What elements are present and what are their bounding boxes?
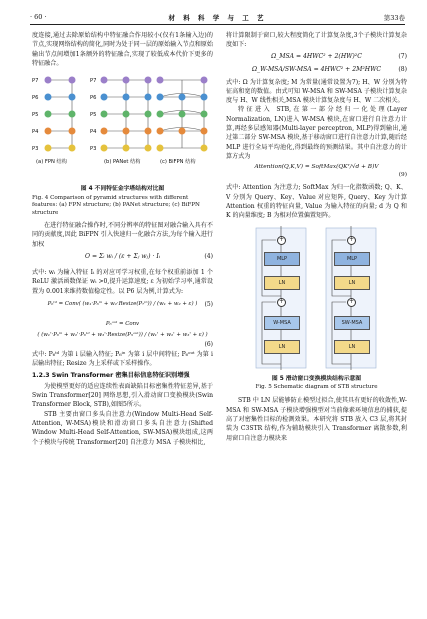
mlp-box: MLP	[264, 252, 300, 266]
equation-number: (6)	[204, 340, 213, 348]
level-label: P3	[32, 146, 39, 153]
equation-4	[32, 249, 213, 268]
equation-7	[226, 52, 407, 65]
equation-5	[32, 296, 213, 320]
paragraph: 式中: Attention 为注意力; SoftMax 为归一化指数函数; Q、K、V 分别为 Query、Key、Value 对应矩阵, Query、Key 为计算 Attention 权重的特征向量, Value 为输入特征的向量; d 为 Q 和 K 的向量维度; B 为相对位置偏置矩阵。	[226, 184, 407, 220]
paragraph: 特征进入 STB,在第一部分经归一化处理(Layer Normalization, LN)进入 W-MSA 模块,在窗口进行自注意力计算,再经多层感知器(Multi-layer perceptron, MLP)得到输出,通过第二部分 SW-MSA 模块,基于移动窗口进行自注意力计算,随后经 MLP 进行全局平均池化,得到最终的预测结果。其中自注意力的计算方式为	[226, 106, 407, 160]
figure-4-caption-en: Fig. 4 Comparison of pyramid structures with different features: (a) FPN structure; (b) PANet structure; (c) BiFPN structure	[32, 194, 200, 216]
figure-4	[32, 72, 213, 184]
add-icon: +	[348, 298, 355, 306]
page-header	[30, 9, 405, 25]
equation-body: Ω_MSA = 4HWC² + 2(HW)²C	[271, 52, 362, 60]
level-label: P3	[90, 146, 97, 153]
subfig-label-c: (c) BiFPN 结构	[160, 159, 196, 166]
equation-body: O = Σᵢ wᵢ / (ε + Σⱼ wⱼ) · Iᵢ	[85, 253, 160, 261]
level-label: P7	[90, 78, 97, 85]
equation-body: ( (w₁'·P₆ⁱⁿ + w₂'·P₆ᵗᵈ + w₃'·Resize(P₅ᵒᵘᵗ)) / (w₁' + w₂' + w₃' + ε) )	[37, 332, 208, 339]
equation-body: P₆ᵗᵈ = Conv( (w₁·P₆ⁱⁿ + w₂·Resize(P₇ⁱⁿ)) / (w₁ + w₂ + ε) )	[47, 300, 198, 307]
paragraph: 式中: Ω 为计算复杂度; M 为常量(通常设置为7); H、W 分别为特征高和宽的数值。由式可知 W-MSA 和 SW-MSA 子模块计算复杂度与 H、W 线性相关,MSA 模块计算复杂度与 H、W 二次相关。	[226, 78, 407, 105]
level-label: P4	[32, 129, 39, 136]
paragraph: 将计算限制于窗口,较大程度简化了计算复杂度,3个子模块计算复杂度如下:	[226, 32, 407, 49]
paragraph: 在进行特征融合操作时,不同分辨率的特征图对融合输入具有不同的贡献度,因此 BiFPN 引入快速归一化融合方法,为每个输入进行加权	[32, 222, 213, 248]
ln-box: LN	[334, 276, 370, 290]
paragraph: STB 主要由窗口多头自注意力(Window Multi-Head Self-Attention, W-MSA)模块和滑动窗口多头自注意力(Shifted Window Multi-Head Self-Attention, SW-MSA)模块组成,这两个子模块与传统 Transformer[20] 自注意力 MSA 子模块相比,	[32, 410, 213, 446]
level-label: P5	[90, 112, 97, 119]
level-label: P6	[32, 95, 39, 102]
right-column	[226, 31, 407, 443]
level-label: P4	[90, 129, 97, 136]
equation-8	[226, 65, 407, 78]
equation-number: (5)	[204, 300, 213, 308]
equation-body: Attention(Q,K,V) = SoftMax(QKᵀ/√d + B)V	[254, 164, 379, 171]
journal-title: 材 料 科 学 与 工 艺	[168, 14, 267, 22]
add-icon: +	[278, 236, 285, 244]
page-number: · 60 ·	[30, 13, 47, 21]
header-rule	[30, 24, 405, 25]
sw-msa-box: SW-MSA	[334, 316, 370, 330]
pyramid-diagram	[32, 72, 213, 168]
paragraph: 为使模型更好的适应连续性表面缺陷目标密集性特征差异,基于 Swin Transformer[20] 网络思想,引入滑动窗口变换模块(Swin Transformer Block, STB),如图5所示。	[32, 382, 213, 409]
add-icon: +	[278, 298, 285, 306]
subfig-label-b: (b) PANet 结构	[104, 159, 141, 166]
add-icon: +	[348, 236, 355, 244]
paragraph: 度连接,通过去除原始结构中特征融合作用较小(仅有1条输入边)的节点,实现网络结构的简化,同时为处于同一层的原始输入节点和原始输出节点间增加1条额外的特征融合,实现了较低成本代价下更多的特征融合。	[32, 32, 213, 67]
figure-5	[226, 224, 407, 374]
equation-number: (9)	[398, 172, 407, 179]
equation-number: (7)	[398, 52, 407, 60]
paragraph: 式中: wᵢ 为输入特征 Iᵢ 的对应可学习权重,在每个权重前添加 1 个 ReLU 激活函数保证 wᵢ >0,提升运算速度; ε 为初始学习率,通常设置为 0.001来维持数值稳定性。以 P6 层为例,计算式为:	[32, 269, 213, 295]
left-column	[32, 31, 213, 447]
w-msa-box: W-MSA	[264, 316, 300, 330]
equation-body: P₆ᵒᵘᵗ = Conv	[105, 320, 140, 327]
paragraph: STB 中 LN 层能够防止模型过拟合,使其具有更好的收敛性,W-MSA 和 SW-MSA 子模块增强模型对当前像素环境信息的捕获,提高了对密集性目标的检测效果。本研究将 STB 放入 C3 层,将其封装为 C3STR 结构,作为辅助模块引入 Transformer 离散参数,利用窗口自注意力模块来	[226, 397, 407, 442]
equation-9	[226, 161, 407, 177]
ln-box: LN	[264, 276, 300, 290]
equation-number: (8)	[398, 65, 407, 73]
figure-5-caption-cn: 图 5 滑动窗口变换模块结构示意图	[271, 376, 362, 383]
section-heading: 1.2.3 Swin Transformer 密集目标信息特征识别增强	[32, 371, 190, 379]
equation-body: Ω_W-MSA/SW-MSA = 4HWC² + 2M²HWC	[251, 65, 382, 73]
mlp-box: MLP	[334, 252, 370, 266]
subfig-label-a: (a) FPN 结构	[36, 159, 67, 166]
figure-4-caption-cn: 图 4 不同特征金字塔结构对比图	[80, 186, 165, 193]
ln-box: LN	[264, 340, 300, 354]
level-label: P6	[90, 95, 97, 102]
paragraph: 式中: P₆ᵗᵈ 为第 i 层输入特征; P₆ⁱⁿ 为第 i 层中间特征; P₆ᵒᵘᵗ 为第 i 层输出特征; Resize 为上采样或下采样操作。	[32, 350, 213, 368]
equation-6	[32, 320, 213, 350]
level-label: P7	[32, 78, 39, 85]
equation-number: (4)	[204, 253, 213, 261]
level-label: P5	[32, 112, 39, 119]
ln-box: LN	[334, 340, 370, 354]
stb-diagram	[226, 224, 407, 374]
figure-5-caption-en: Fig. 5 Schematic diagram of STB structure	[255, 383, 378, 390]
volume-label: 第33卷	[383, 14, 405, 22]
